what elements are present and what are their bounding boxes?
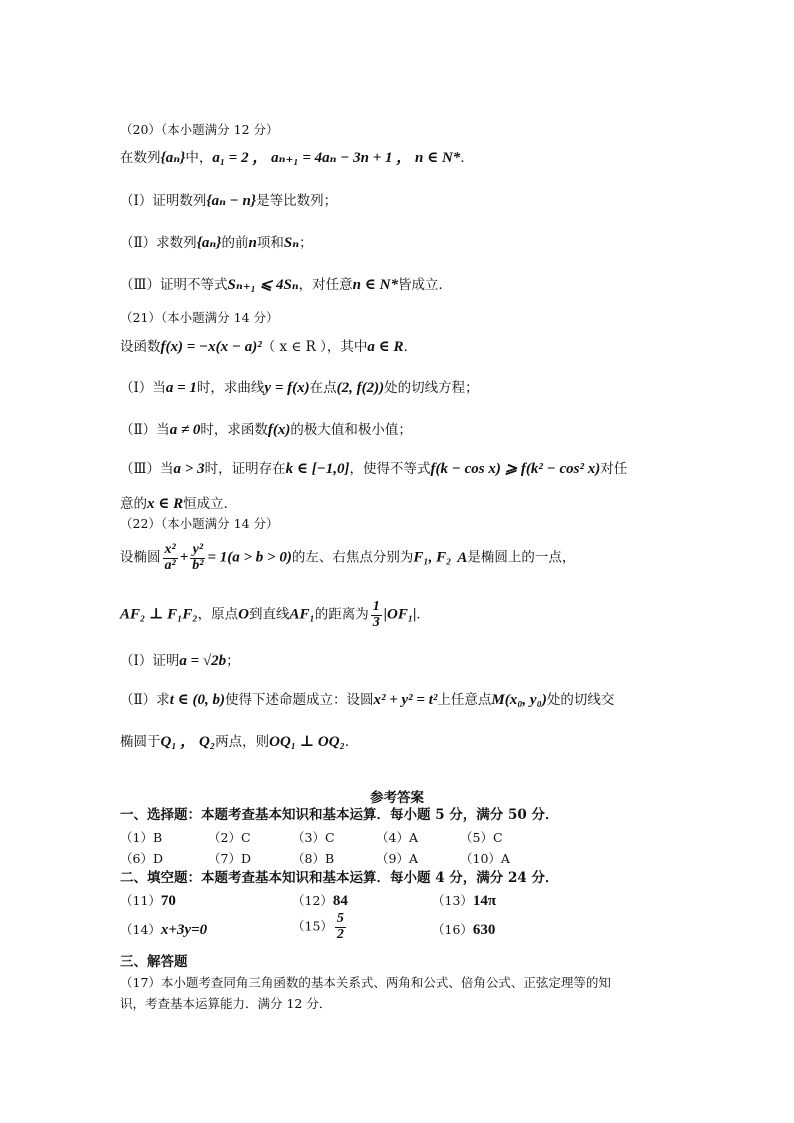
q20-part3: （Ⅲ）证明不等式Sₙ₊₁ ⩽ 4Sₙ，对任意n ∈ N*皆成立． — [120, 277, 452, 293]
fill-answer-frac: $\frac{5}{2}$ — [336, 911, 344, 942]
fill-answer: 14π — [472, 893, 497, 909]
q20-part1: （Ⅰ）证明数列{aₙ − n}是等比数列； — [120, 193, 338, 209]
q22-stem: 设椭圆 $\frac{\text{x²}}{\text{a²}}$ + $\frac{\text{y²}}{\text{b²}}$ = 1(a > b > 0)的左、右焦点分别为F₁, F₂ A是椭圆上的一点， — [120, 542, 576, 573]
q20-stem-eqs: a₁ = 2 ， aₙ₊₁ = 4aₙ − 3n + 1 ， n ∈ N* — [212, 150, 461, 166]
q21-part3-line2: 意的x ∈ R恒成立． — [120, 496, 238, 512]
q22-line2: AF₂ ⊥ F₁F₂，原点O到直线AF₁的距离为 $\frac{1}{3}$ |OF₁|． — [120, 599, 430, 630]
choice-answer: （6）D — [120, 851, 163, 866]
choice-answer: （10）A — [460, 851, 510, 866]
q22-part2-line2: 椭圆于Q₁ ， Q₂两点，则OQ₁ ⊥ OQ₂． — [120, 734, 359, 750]
choice-answer: （8）B — [292, 851, 335, 866]
choice-answer: （4）A — [376, 830, 418, 845]
answers-title: 参考答案 — [370, 790, 424, 806]
q20-stem-mid: 中， — [185, 150, 213, 166]
fill-answer: x+3y=0 — [160, 922, 208, 938]
document-page: （20）（本小题满分 12 分） 在数列{aₙ}中，a₁ = 2 ， aₙ₊₁ = 4aₙ − 3n + 1 ， n ∈ N*． （Ⅰ）证明数列{aₙ − n}是等比数列； （Ⅱ）求数列{aₙ}的前n项和Sₙ； （Ⅲ）证明不等式Sₙ₊₁ ⩽ 4Sₙ，对任意n ∈ N*皆成立． （21）（本小题满分 14 分） 设函数f(x) = −x(x − a)²（ x ∈ R ），其中a ∈ R． （Ⅰ）当a = 1时，求曲线y = f(x)在点(2, f(2))处的切线方程； （Ⅱ）当a ≠ 0时，求函数f(x)的极大值和极小值； （Ⅲ）当a > 3时，证明存在k ∈ [−1,0]，使得不等式f(k − cos x) ⩾ f(k² − cos² x)对任 意的x ∈ R恒成立． （22）（本小题满分 14 分） 设椭圆 $\frac{\text{x²}}{\text{a²}}$ + $\frac{\text{y²}}{\text{b²}}$ = 1(a > b > 0)的左、右焦点分别为F₁, F₂ A是椭圆上的一点， AF₂ ⊥ F₁F₂，原点O到直线AF₁的距离为 $\frac{1}{3}$ |OF₁|． （Ⅰ）证明a = √2b； （Ⅱ）求t ∈ (0, b)使得下述命题成立：设圆x² + y² = t²上任意点M(x₀, y₀)处的切线交 椭圆于Q₁ ， Q₂两点，则OQ₁ ⊥ OQ₂． 参考答案 一、选择题：本题考查基本知识和基本运算．每小题 5 分，满分 50 分． （1）B （2）C （3）C （4）A （5）C （6）D （7）D （8）B （9）A （10）A 二、填空题：本题考查基本知识和基本运算．每小题 4 分，满分 24 分． （11）70 （12）84 （13）14π （14）x+3y=0 （15） $\frac{5}{2}$ （16）630 三、解答题 （17）本小题考查同角三角函数的基本关系式、两角和公式、倍角公式、正弦定理等的知 识，考查基本运算能力．满分 12 分． — [0, 0, 794, 1123]
choice-answer: （1）B — [120, 830, 163, 845]
q22-header: （22）（本小题满分 14 分） — [120, 516, 279, 531]
distance-frac: $\frac{1}{3}$ — [372, 599, 380, 630]
q21-part3: （Ⅲ）当a > 3时，证明存在k ∈ [−1,0]，使得不等式f(k − cos x) ⩾ f(k² − cos² x)对任 — [120, 461, 628, 477]
q17-line1: （17）本小题考查同角三角函数的基本关系式、两角和公式、倍角公式、正弦定理等的知 — [120, 975, 611, 990]
q20-part2: （Ⅱ）求数列{aₙ}的前n项和Sₙ； — [120, 235, 313, 251]
ellipse-frac-x: $\frac{\text{x²}}{\text{a²}}$ — [164, 542, 176, 573]
q21-stem: 设函数f(x) = −x(x − a)²（ x ∈ R ），其中a ∈ R． — [120, 339, 417, 355]
choice-answer: （9）A — [376, 851, 418, 866]
choice-answer: （7）D — [208, 851, 251, 866]
choice-answer: （5）C — [460, 830, 503, 845]
q20-header: （20）（本小题满分 12 分） — [120, 122, 279, 137]
ellipse-frac-y: $\frac{\text{y²}}{\text{b²}}$ — [192, 542, 204, 573]
q22-part1: （Ⅰ）证明a = √2b； — [120, 653, 240, 669]
q20-seq: {aₙ} — [160, 150, 186, 166]
choice-answer: （3）C — [292, 830, 335, 845]
q22-part2: （Ⅱ）求t ∈ (0, b)使得下述命题成立：设圆x² + y² = t²上任意点M(x₀, y₀)处的切线交 — [120, 692, 615, 708]
q21-part1: （Ⅰ）当a = 1时，求曲线y = f(x)在点(2, f(2))处的切线方程； — [120, 380, 479, 396]
q20-stem: 在数列{aₙ}中，a₁ = 2 ， aₙ₊₁ = 4aₙ − 3n + 1 ， n ∈ N*． — [120, 150, 474, 166]
q21-part2: （Ⅱ）当a ≠ 0时，求函数f(x)的极大值和极小值； — [120, 422, 412, 438]
fill-answer: 630 — [472, 922, 496, 938]
fill-answer: 70 — [160, 893, 176, 909]
fill-answer: 84 — [332, 893, 348, 909]
q17-line2: 识，考查基本运算能力．满分 12 分． — [120, 996, 332, 1011]
answers-sec1: 一、选择题：本题考查基本知识和基本运算．每小题 5 分，满分 50 分． — [120, 807, 559, 823]
answers-sec3: 三、解答题 — [120, 954, 188, 970]
q21-header: （21）（本小题满分 14 分） — [120, 310, 279, 325]
q20-stem-pre: 在数列 — [120, 150, 161, 166]
answers-sec2: 二、填空题：本题考查基本知识和基本运算．每小题 4 分，满分 24 分． — [120, 870, 559, 886]
choice-answer: （2）C — [208, 830, 251, 845]
